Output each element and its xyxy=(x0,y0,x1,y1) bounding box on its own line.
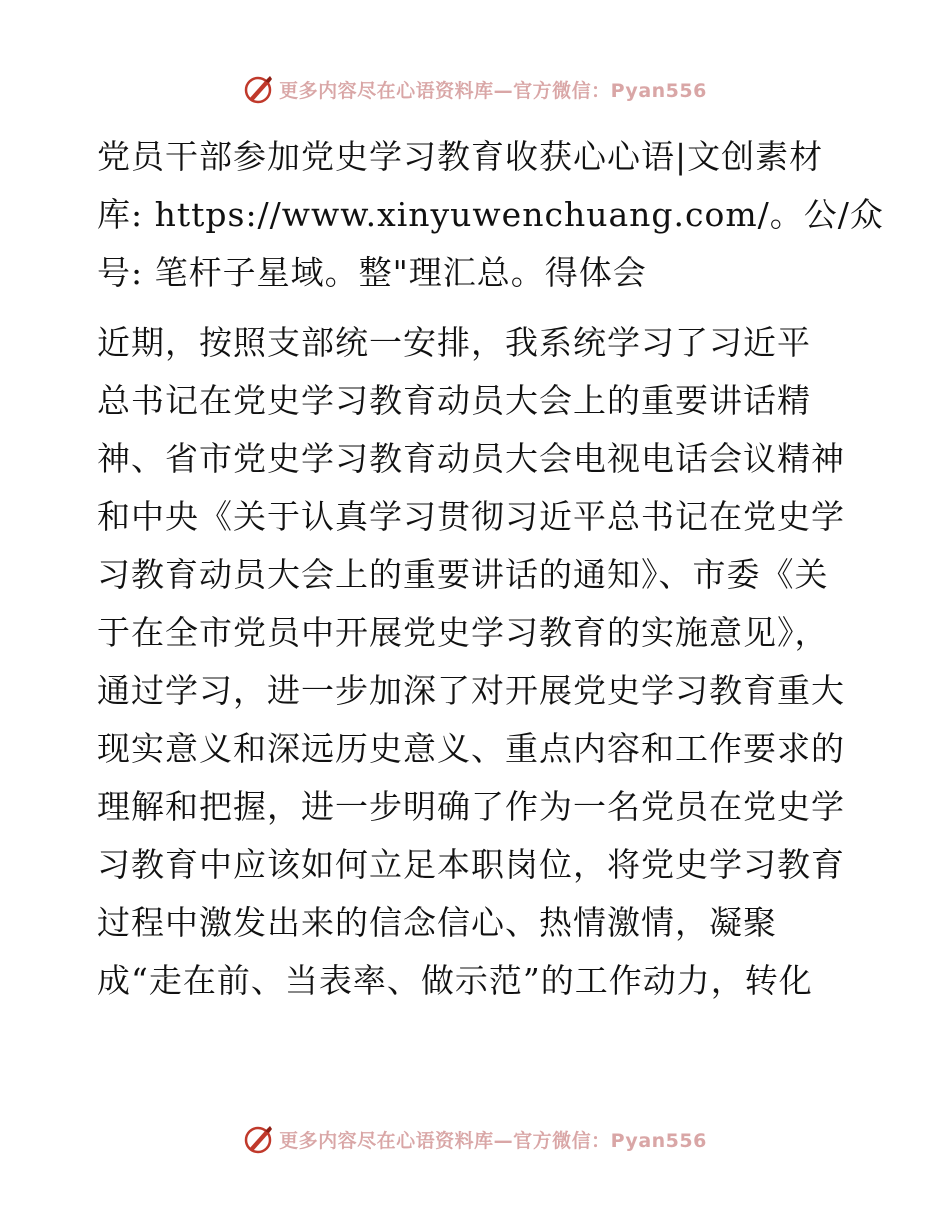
body-line: 理解和把握，进一步明确了作为一名党员在党史学 xyxy=(97,787,845,826)
pen-logo-icon xyxy=(243,73,275,105)
body-line: 过程中激发出来的信念信心、热情激情，凝聚 xyxy=(97,903,777,942)
body-line: 习教育中应该如何立足本职岗位，将党史学习教育 xyxy=(97,845,845,884)
body-line: 成“走在前、当表率、做示范”的工作动力，转化 xyxy=(97,961,813,1000)
body-line: 和中央《关于认真学习贯彻习近平总书记在党史学 xyxy=(97,497,845,536)
body-line: 习教育动员大会上的重要讲话的通知》、市委《关 xyxy=(97,555,829,594)
body-line: 于在全市党员中开展党史学习教育的实施意见》， xyxy=(97,613,829,652)
body-line: 神、省市党史学习教育动员大会电视电话会议精神 xyxy=(97,439,845,478)
document-content xyxy=(97,128,884,1010)
body-line: 通过学习，进一步加深了对开展党史学习教育重大 xyxy=(97,671,845,710)
title-line: 号: 笔杆子星域。整"理汇总。得体会 xyxy=(97,253,647,292)
footer-banner xyxy=(0,1122,950,1156)
footer-banner-text: 更多内容尽在心语资料库—官方微信：Pyan556 xyxy=(279,1129,707,1152)
header-banner-text: 更多内容尽在心语资料库—官方微信：Pyan556 xyxy=(279,79,707,102)
body-line: 总书记在党史学习教育动员大会上的重要讲话精 xyxy=(97,381,811,420)
pen-logo-icon xyxy=(243,1123,275,1155)
title-line: 党员干部参加党史学习教育收获心心语|文创素材 xyxy=(97,137,824,176)
body-line: 现实意义和深远历史意义、重点内容和工作要求的 xyxy=(97,729,845,768)
title-line: 库: https://www.xinyuwenchuang.com/。公/众 xyxy=(97,195,884,234)
header-banner xyxy=(0,72,950,106)
body-paragraph xyxy=(97,314,857,1010)
body-line: 近期，按照支部统一安排，我系统学习了习近平 xyxy=(97,323,811,362)
document-title xyxy=(97,128,884,302)
